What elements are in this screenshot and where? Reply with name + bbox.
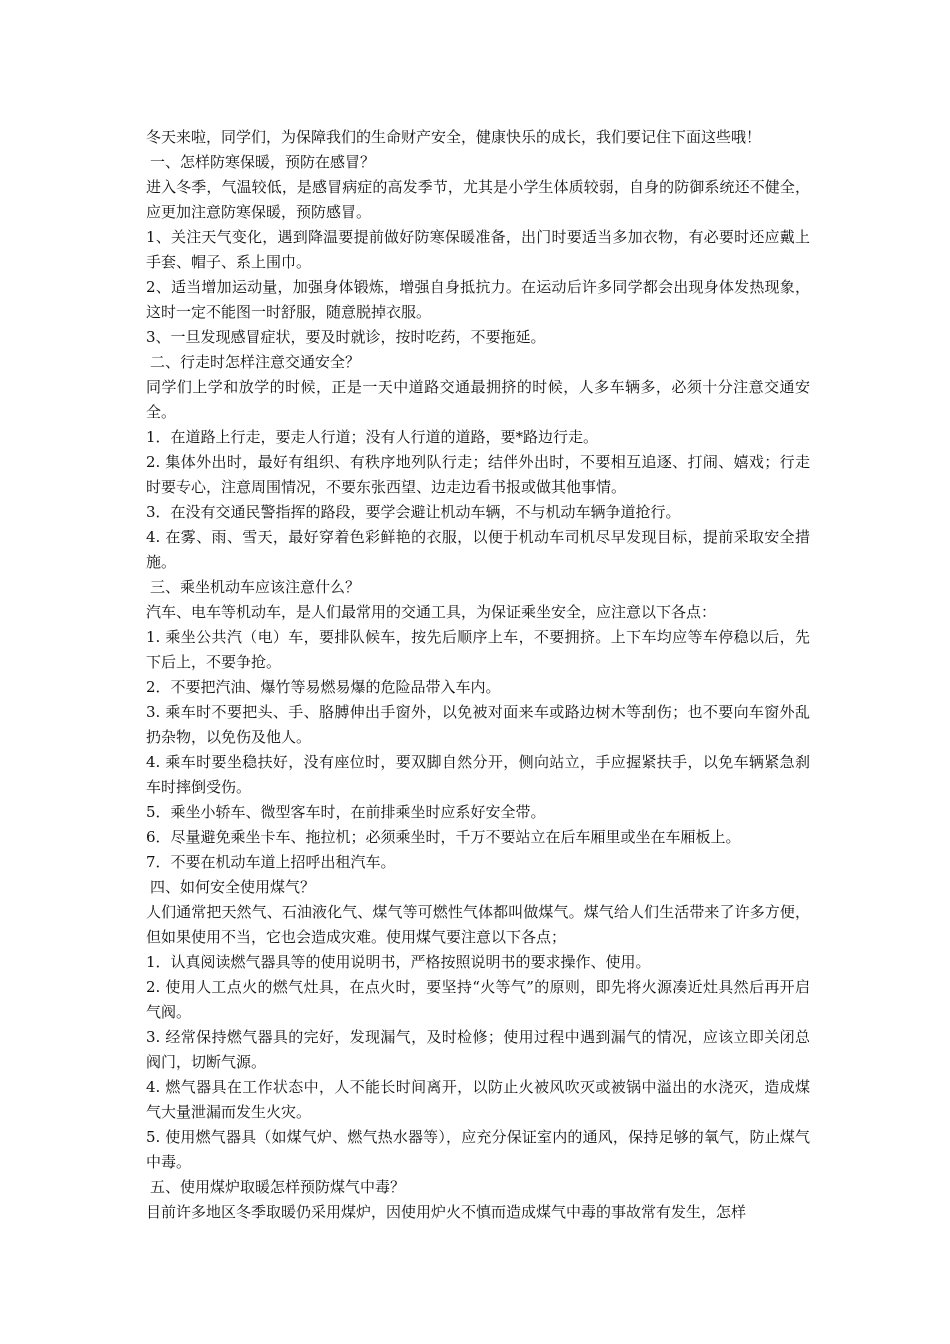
document-body [146, 125, 810, 1225]
list-item: 1、关注天气变化，遇到降温要提前做好防寒保暖准备，出门时要适当多加衣物，有必要时还应戴上手套、帽子、系上围巾。 [146, 228, 810, 271]
section-heading-1: 一、怎样防寒保暖，预防在感冒？ [150, 153, 376, 171]
list-item: 2. 使用人工点火的燃气灶具，在点火时，要坚持“火等气”的原则，即先将火源凑近灶具然后再开启气阀。 [146, 978, 810, 1021]
list-item: 3．在没有交通民警指挥的路段，要学会避让机动车辆，不与机动车辆争道抢行。 [146, 503, 681, 521]
list-item: 5．乘坐小轿车、微型客车时，在前排乘坐时应系好安全带。 [146, 803, 546, 821]
list-item: 1．认真阅读燃气器具等的使用说明书，严格按照说明书的要求操作、使用。 [146, 953, 651, 971]
list-item: 3. 经常保持燃气器具的完好，发现漏气，及时检修；使用过程中遇到漏气的情况，应该立即关闭总阀门，切断气源。 [146, 1028, 810, 1071]
list-item: 4. 乘车时要坐稳扶好，没有座位时，要双脚自然分开，侧向站立，手应握紧扶手，以免车辆紧急刹车时摔倒受伤。 [146, 753, 810, 796]
list-item: 4. 在雾、雨、雪天，最好穿着色彩鲜艳的衣服，以便于机动车司机尽早发现目标，提前采取安全措施。 [146, 528, 810, 571]
paragraph: 汽车、电车等机动车，是人们最常用的交通工具，为保证乘坐安全，应注意以下各点： [146, 603, 717, 621]
section-heading-3: 三、乘坐机动车应该注意什么？ [150, 578, 361, 596]
section-heading-2: 二、行走时怎样注意交通安全？ [150, 353, 361, 371]
list-item: 3、一旦发现感冒症状，要及时就诊，按时吃药，不要拖延。 [146, 328, 546, 346]
paragraph: 人们通常把天然气、石油液化气、煤气等可燃性气体都叫做煤气。煤气给人们生活带来了许多方便，但如果使用不当，它也会造成灾难。使用煤气要注意以下各点； [146, 903, 810, 946]
list-item: 1．在道路上行走，要走人行道；没有人行道的道路，要*路边行走。 [146, 428, 599, 446]
list-item: 6．尽量避免乘坐卡车、拖拉机；必须乘坐时，千万不要站立在后车厢里或坐在车厢板上。 [146, 828, 741, 846]
list-item: 4. 燃气器具在工作状态中，人不能长时间离开，以防止火被风吹灭或被锅中溢出的水浇灭，造成煤气大量泄漏而发生火灾。 [146, 1078, 810, 1121]
list-item: 3. 乘车时不要把头、手、胳膊伸出手窗外，以免被对面来车或路边树木等刮伤；也不要向车窗外乱扔杂物，以免伤及他人。 [146, 703, 810, 746]
list-item: 1. 乘坐公共汽（电）车，要排队候车，按先后顺序上车，不要拥挤。上下车均应等车停稳以后，先下后上，不要争抢。 [146, 628, 810, 671]
paragraph: 进入冬季，气温较低，是感冒病症的高发季节，尤其是小学生体质较弱，自身的防御系统还不健全，应更加注意防寒保暖，预防感冒。 [146, 178, 810, 221]
list-item: 2．不要把汽油、爆竹等易燃易爆的危险品带入车内。 [146, 678, 501, 696]
section-heading-4: 四、如何安全使用煤气？ [150, 878, 316, 896]
list-item: 5. 使用燃气器具（如煤气炉、燃气热水器等），应充分保证室内的通风，保持足够的氧气，防止煤气中毒。 [146, 1128, 810, 1171]
list-item: 2、适当增加运动量，加强身体锻炼，增强自身抵抗力。在运动后许多同学都会出现身体发热现象，这时一定不能图一时舒服，随意脱掉衣服。 [146, 278, 810, 321]
intro-paragraph: 冬天来啦，同学们，为保障我们的生命财产安全，健康快乐的成长，我们要记住下面这些哦！ [146, 128, 762, 146]
list-item: 7．不要在机动车道上招呼出租汽车。 [146, 853, 396, 871]
paragraph: 同学们上学和放学的时候，正是一天中道路交通最拥挤的时候，人多车辆多，必须十分注意交通安全。 [146, 378, 810, 421]
paragraph: 目前许多地区冬季取暖仍采用煤炉，因使用炉火不慎而造成煤气中毒的事故常有发生，怎样 [146, 1203, 747, 1221]
list-item: 2. 集体外出时，最好有组织、有秩序地列队行走；结伴外出时，不要相互追逐、打闹、嬉戏；行走时要专心，注意周围情况，不要东张西望、边走边看书报或做其他事情。 [146, 453, 810, 496]
section-heading-5: 五、使用煤炉取暖怎样预防煤气中毒？ [150, 1178, 406, 1196]
